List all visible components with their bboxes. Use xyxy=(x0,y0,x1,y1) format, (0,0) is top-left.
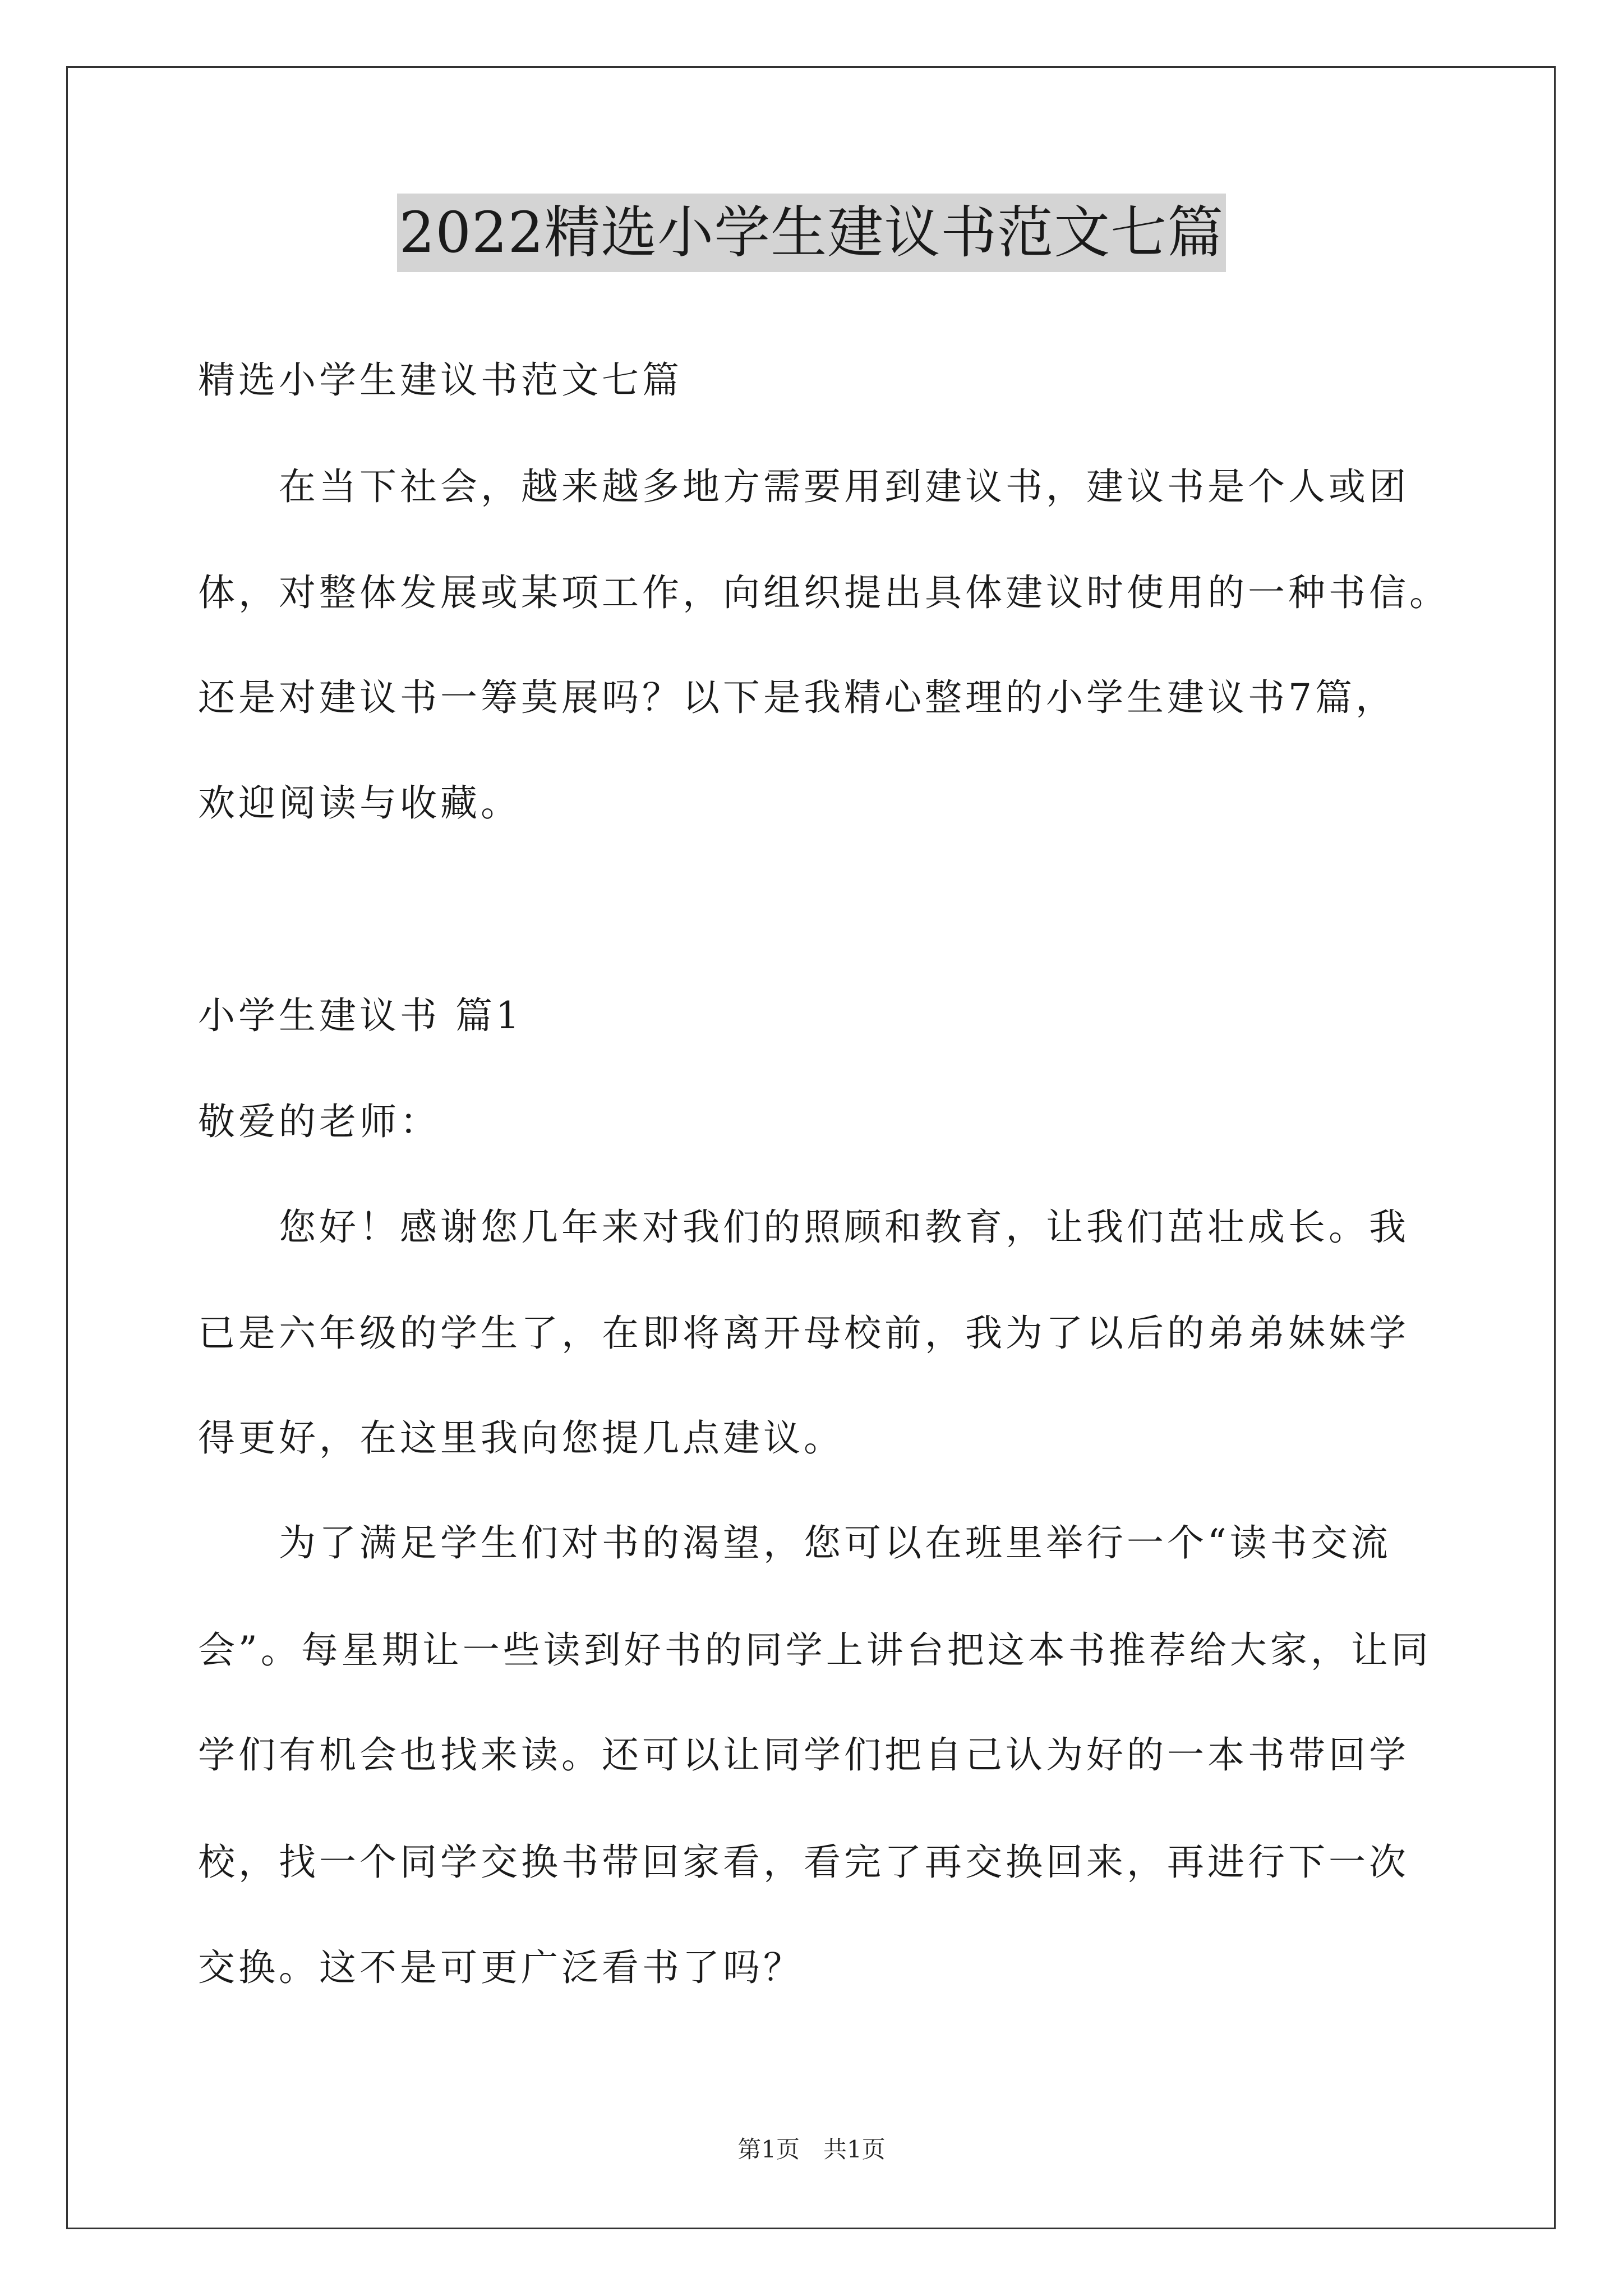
title-container xyxy=(0,194,1623,272)
page-footer: 第1页 共1页 xyxy=(737,2136,886,2163)
body-line: 学们有机会也找来读。还可以让同学们把自己认为好的一本书带回学 xyxy=(198,1733,1409,1777)
section-heading: 小学生建议书 篇1 xyxy=(198,994,523,1037)
body-line: 会”。每星期让一些读到好书的同学上讲台把这本书推荐给大家，让同 xyxy=(198,1628,1432,1672)
body-line: 为了满足学生们对书的渴望，您可以在班里举行一个“读书交流 xyxy=(279,1521,1391,1565)
body-line: 交换。这不是可更广泛看书了吗？ xyxy=(198,1946,804,1989)
body-line: 得更好，在这里我向您提几点建议。 xyxy=(198,1416,844,1460)
subtitle: 精选小学生建议书范文七篇 xyxy=(198,358,683,402)
intro-line: 还是对建议书一筹莫展吗？以下是我精心整理的小学生建议书7篇， xyxy=(198,676,1396,719)
document-title: 2022精选小学生建议书范文七篇 xyxy=(397,194,1227,272)
body-line: 已是六年级的学生了，在即将离开母校前，我为了以后的弟弟妹妹学 xyxy=(198,1312,1409,1355)
body-line: 您好！感谢您几年来对我们的照顾和教育，让我们茁壮成长。我 xyxy=(279,1205,1409,1249)
intro-line: 在当下社会，越来越多地方需要用到建议书，建议书是个人或团 xyxy=(279,465,1409,508)
body-line: 校，找一个同学交换书带回家看，看完了再交换回来，再进行下一次 xyxy=(198,1841,1409,1884)
intro-line: 欢迎阅读与收藏。 xyxy=(198,781,521,825)
intro-line: 体，对整体发展或某项工作，向组织提出具体建议时使用的一种书信。 xyxy=(198,571,1450,614)
salutation: 敬爱的老师： xyxy=(198,1100,440,1143)
